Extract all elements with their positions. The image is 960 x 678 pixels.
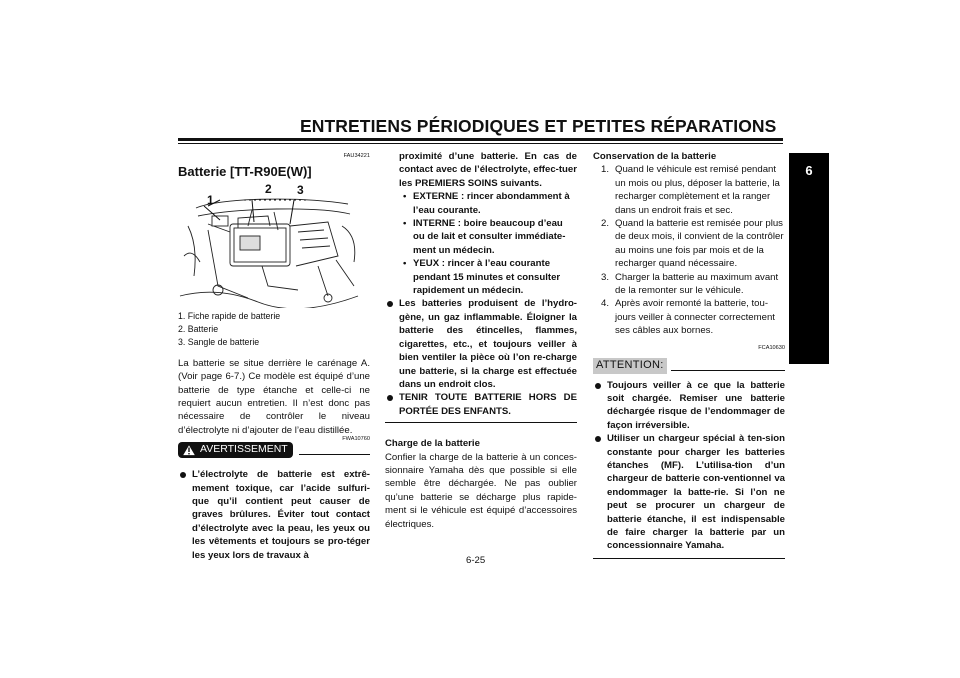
warning-code: FWA10760 — [342, 436, 370, 443]
attention-item: Utiliser un chargeur spécial à ten-sion constante pour charger les batteries étanches (MF). L’utilisa-tion d’un chargeur de batterie con-ventionnel va endommager la batte-rie. Si l’on ne peut se procurer un chargeur de batterie étanche, il est indispensable de faire charger la batterie par un concessionnaire Yamaha. — [593, 432, 785, 553]
chapter-tab — [789, 153, 829, 364]
section-heading: Batterie [TT-R90E(W)] — [178, 164, 312, 180]
first-aid-item: • YEUX : rincer à l’eau courante pendant 15 minutes et consulter rapidement un médecin. — [399, 257, 577, 297]
storage-step: 2. Quand la batterie est remisée pour plus de deux mois, il convient de la contrôler au moins une fois par mois et de la recharger quand nécessaire. — [601, 218, 784, 270]
warning-rule — [299, 454, 370, 455]
attention-end-rule — [593, 558, 785, 559]
column-1 — [178, 150, 370, 562]
warning-bullets — [385, 297, 577, 418]
caption-item: 2. Batterie — [178, 324, 219, 335]
warning-bullet: TENIR TOUTE BATTERIE HORS DE PORTÉE DES ENFANTS. — [385, 391, 577, 418]
caption-item: 3. Sangle de batterie — [178, 337, 260, 348]
attention-list — [593, 379, 785, 553]
storage-steps — [593, 163, 785, 337]
callout-3: 3 — [297, 182, 304, 197]
battery-paragraph: La batterie se situe derrière le carénage A. (Voir page 6-7.) Ce modèle est équipé d’une batterie de type étanche et celle-ci ne requiert aucun entretien. Il n’est donc pas nécessaire de contrôler le niveau d’électrolyte ni d’ajouter de l’eau distillée. — [178, 357, 370, 436]
warning-list — [178, 468, 370, 562]
first-aid-item: • EXTERNE : rincer abondamment à l’eau courante. — [399, 190, 577, 217]
charge-paragraph: Confier la charge de la batterie à un conces-sionnaire Yamaha dès que possible si elle semble être déchargée. Ne pas oublier qu’une batterie se décharge plus rapide-ment si le véhicule est équipé d’accessoires électriques. — [385, 451, 577, 530]
warning-label: AVERTISSEMENT — [200, 443, 288, 456]
warning-triangle-icon — [182, 444, 196, 456]
chapter-number: 6 — [805, 163, 813, 178]
header-rule-thin — [178, 143, 783, 144]
attention-code: FCA10630 — [758, 344, 785, 351]
warning-header — [178, 436, 370, 458]
attention-label: ATTENTION: — [593, 358, 667, 373]
header-rule — [178, 138, 783, 141]
attention-item: Toujours veiller à ce que la batterie soit chargée. Remiser une batterie déchargée risque de l’endommager de façon irréversible. — [593, 379, 785, 433]
first-aid-item: • INTERNE : boire beaucoup d’eau ou de lait et consulter immédiate-ment un médecin. — [399, 217, 577, 257]
column-3 — [593, 150, 785, 559]
callout-1: 1 — [207, 192, 214, 207]
page-number: 6-25 — [466, 555, 486, 566]
charge-heading: Charge de la batterie — [385, 438, 480, 450]
page-header-title: ENTRETIENS PÉRIODIQUES ET PETITES RÉPARATIONS — [300, 116, 777, 136]
storage-step: 1. Quand le véhicule est remisé pendant un mois ou plus, déposer la batterie, la recharger complètement et la ranger dans un endroit frais et sec. — [601, 164, 780, 216]
warning-badge — [178, 442, 293, 457]
battery-figure — [178, 181, 370, 308]
warning-bullet: Les batteries produisent de l’hydro-gène, un gaz inflammable. Éloigner la batterie des étincelles, flammes, cigarettes, etc., et toujours veiller à bien ventiler la pièce où l’on re-charge une batterie, si la charge est effectuée dans un endroit clos. — [385, 297, 577, 391]
storage-heading: Conservation de la batterie — [593, 151, 717, 162]
first-aid-list — [385, 190, 577, 297]
storage-step: 4. Après avoir remonté la batterie, tou-jours veiller à connecter correctement ses câbles aux bornes. — [601, 298, 775, 337]
column-2 — [385, 150, 577, 531]
warning-continuation: proximité d’une batterie. En cas de contact avec de l’électrolyte, effec-tuer les PREMIERS SOINS suivants. — [399, 151, 577, 189]
warning-end-rule — [385, 422, 577, 423]
attention-rule — [671, 370, 785, 371]
storage-step: 3. Charger la batterie au maximum avant de la remonter sur le véhicule. — [601, 271, 779, 297]
warning-item: L’électrolyte de batterie est extrê-mement toxique, car l’acide sulfuri-que qu’il contient peut causer de graves brûlures. Éviter tout contact d’électrolyte avec la peau, les yeux ou les vêtements et toujours se pro-téger les yeux lors de travaux à — [178, 468, 370, 562]
figure-captions — [178, 310, 370, 350]
section-code: FAU34221 — [343, 153, 370, 159]
attention-header — [593, 358, 785, 373]
caption-item: 1. Fiche rapide de batterie — [178, 310, 281, 321]
callout-2: 2 — [265, 181, 272, 196]
